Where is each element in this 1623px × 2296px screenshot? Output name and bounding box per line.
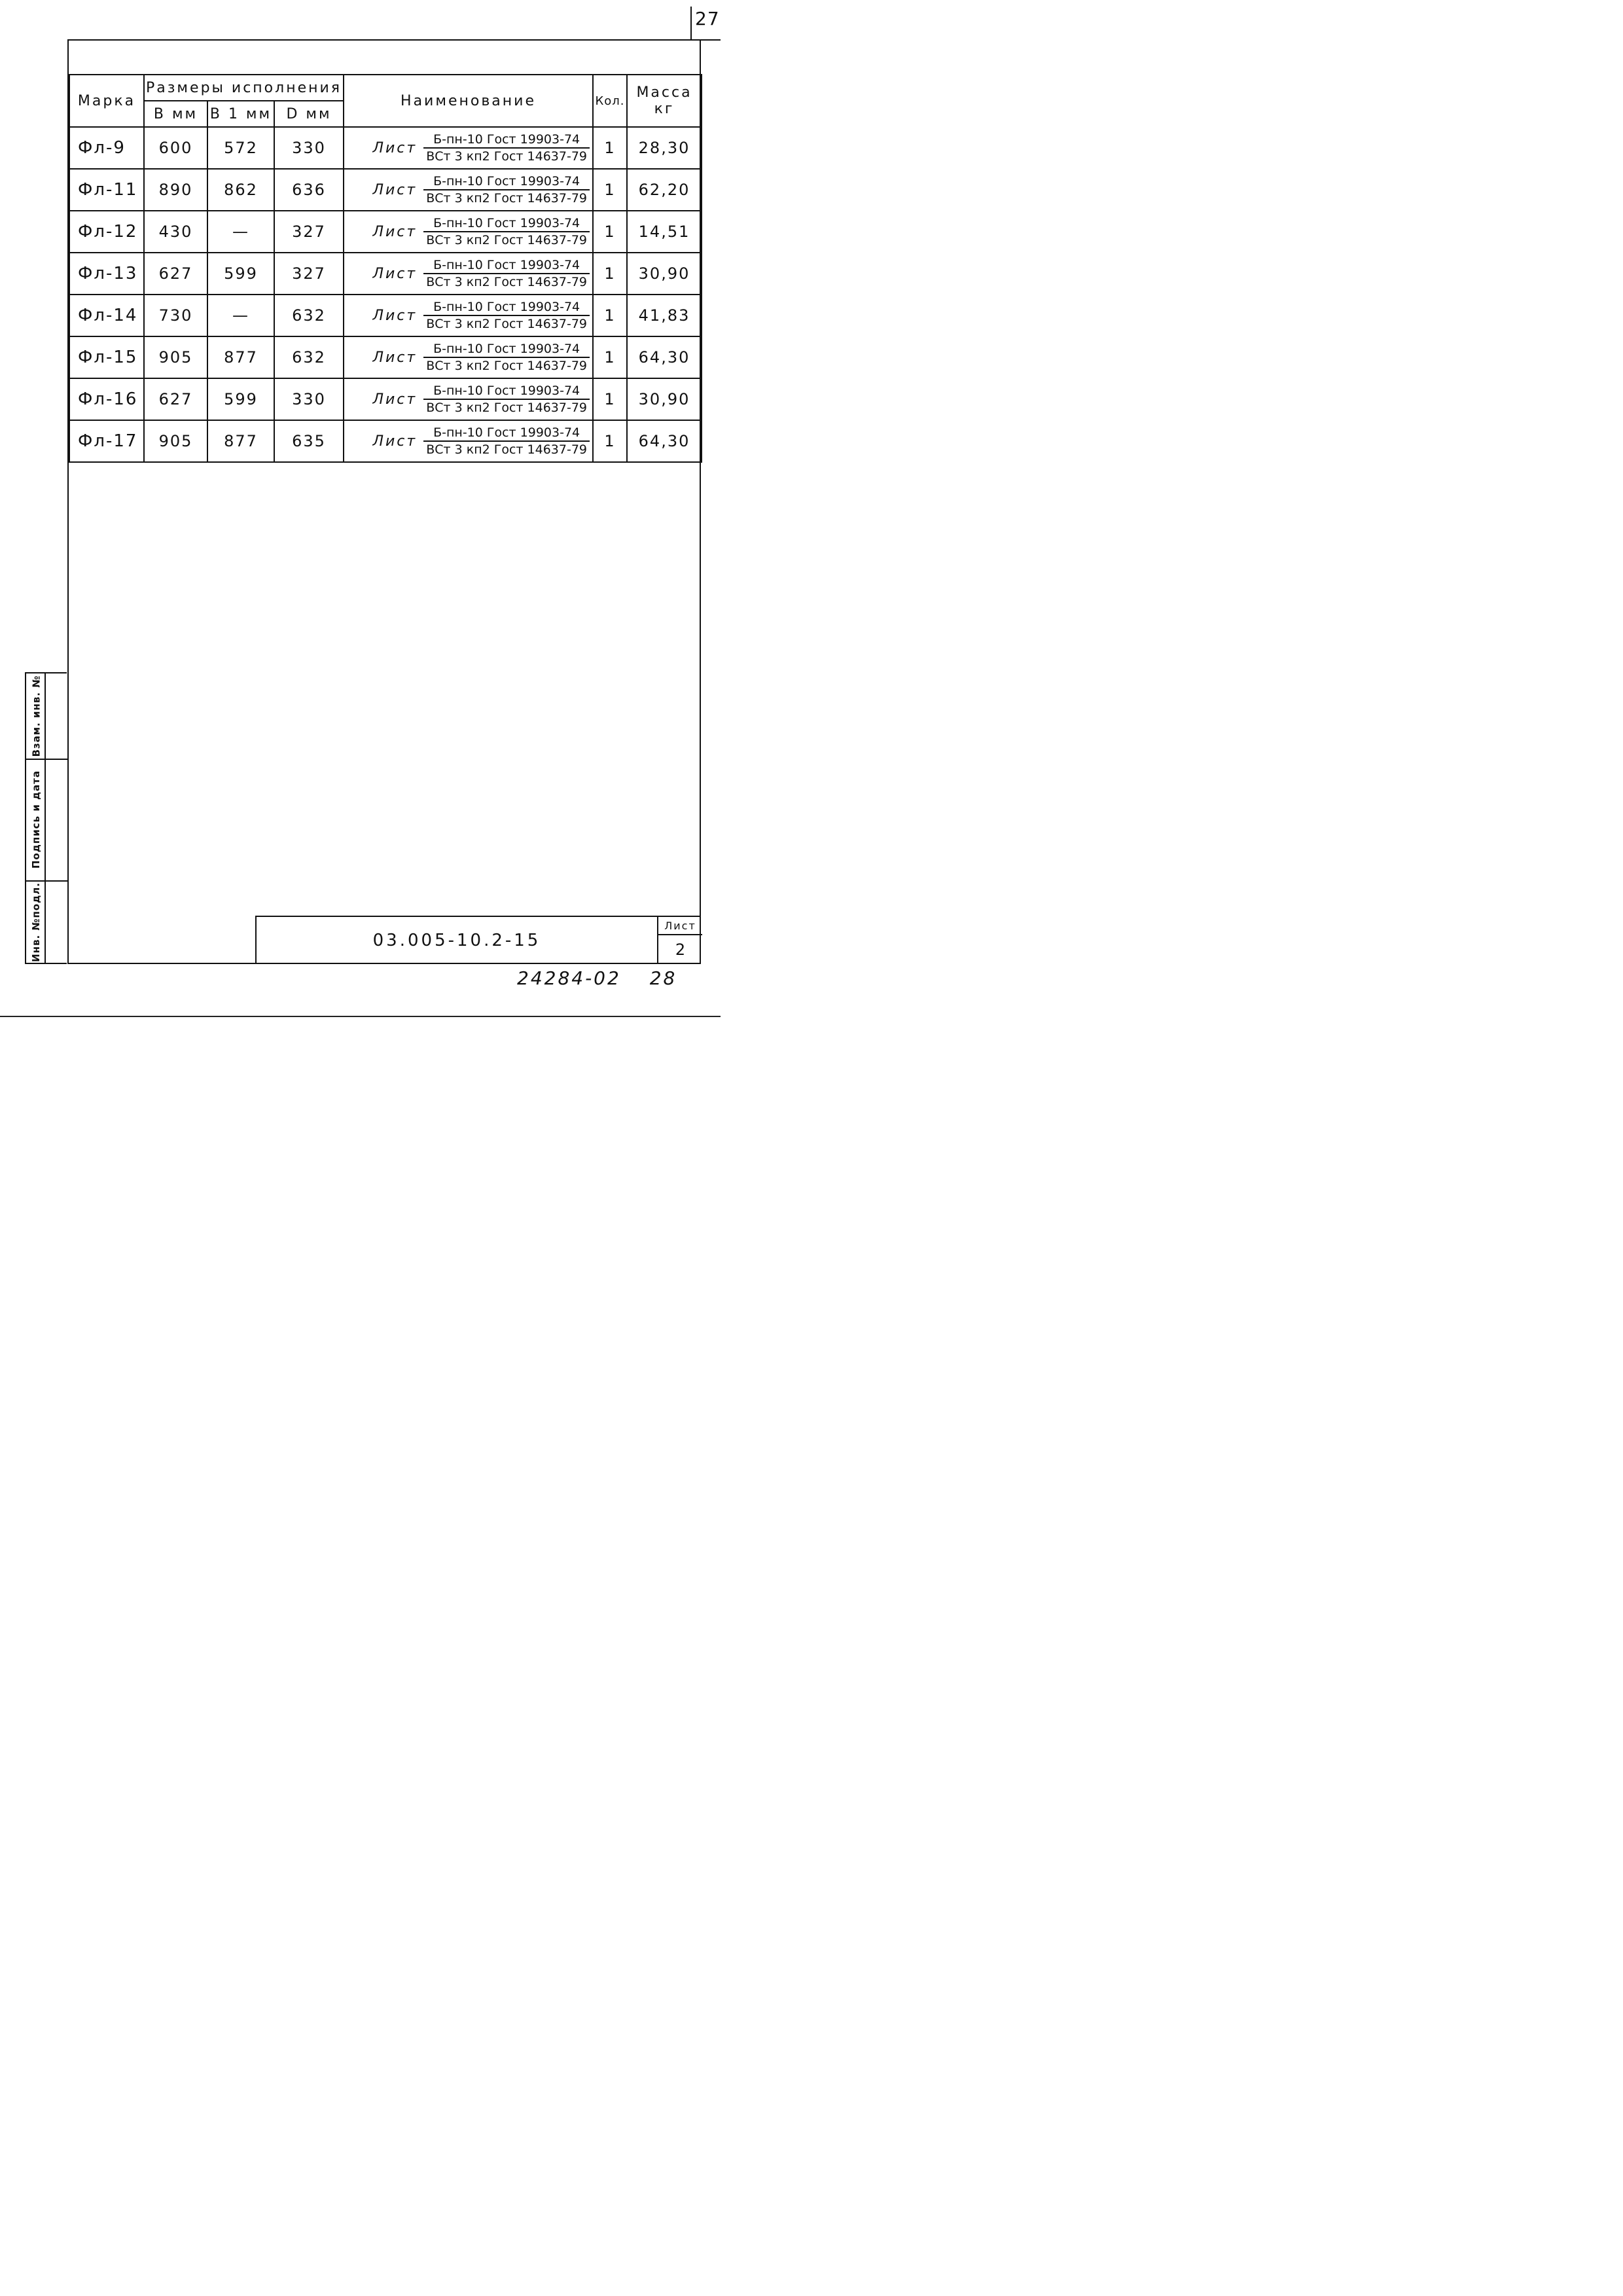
name-word: Лист — [372, 433, 418, 450]
cell-qty: 1 — [593, 295, 627, 336]
cell-b: 627 — [144, 378, 207, 420]
cell-marka: Фл-13 — [69, 253, 144, 295]
fraction-denominator: ВСт 3 кп2 Гост 14637-79 — [426, 149, 588, 164]
fraction-numerator: Б-пн-10 Гост 19903-74 — [423, 132, 590, 149]
header-mass: Масса кг — [627, 75, 702, 127]
table-row — [69, 253, 702, 295]
fraction-denominator: ВСт 3 кп2 Гост 14637-79 — [426, 401, 588, 415]
name-fraction — [423, 384, 590, 415]
fraction-numerator: Б-пн-10 Гост 19903-74 — [423, 425, 590, 442]
cell-name — [344, 253, 593, 295]
page-bottom-rule — [0, 1016, 721, 1017]
title-block — [255, 916, 701, 964]
cell-qty: 1 — [593, 169, 627, 211]
cell-name — [344, 378, 593, 420]
header-d-mm: D мм — [274, 101, 344, 127]
cell-d: 327 — [274, 211, 344, 253]
cell-b: 905 — [144, 420, 207, 462]
cell-mass: 28,30 — [627, 127, 702, 169]
cell-marka: Фл-14 — [69, 295, 144, 336]
name-fraction — [423, 216, 590, 247]
cell-marka: Фл-11 — [69, 169, 144, 211]
cell-d: 636 — [274, 169, 344, 211]
cell-mass: 14,51 — [627, 211, 702, 253]
page-number-divider — [690, 7, 692, 41]
archive-number: 24284-02 — [517, 967, 621, 989]
document-code: 03.005-10.2-15 — [372, 931, 541, 950]
fraction-numerator: Б-пн-10 Гост 19903-74 — [423, 174, 590, 190]
table-row — [69, 336, 702, 378]
name-fraction — [423, 174, 590, 206]
cell-b: 890 — [144, 169, 207, 211]
cell-qty: 1 — [593, 378, 627, 420]
cell-b1: 599 — [207, 253, 274, 295]
table-header-row — [69, 75, 702, 101]
side-stamp — [25, 672, 67, 964]
table-row — [69, 295, 702, 336]
cell-marka: Фл-16 — [69, 378, 144, 420]
table-row — [69, 378, 702, 420]
cell-name — [344, 211, 593, 253]
cell-d: 330 — [274, 127, 344, 169]
header-b-mm: B мм — [144, 101, 207, 127]
table-row — [69, 420, 702, 462]
cell-qty: 1 — [593, 253, 627, 295]
name-fraction — [423, 342, 590, 373]
archive-stamp — [517, 967, 677, 989]
header-sizes-group: Размеры исполнения — [144, 75, 344, 101]
fraction-numerator: Б-пн-10 Гост 19903-74 — [423, 258, 590, 274]
cell-b: 600 — [144, 127, 207, 169]
sheet-box — [657, 917, 702, 964]
fraction-numerator: Б-пн-10 Гост 19903-74 — [423, 216, 590, 232]
cell-d: 632 — [274, 295, 344, 336]
cell-b: 430 — [144, 211, 207, 253]
fraction-denominator: ВСт 3 кп2 Гост 14637-79 — [426, 442, 588, 457]
sheet-label: Лист — [658, 917, 702, 935]
cell-name — [344, 127, 593, 169]
cell-marka: Фл-12 — [69, 211, 144, 253]
name-fraction — [423, 258, 590, 289]
cell-mass: 41,83 — [627, 295, 702, 336]
cell-d: 330 — [274, 378, 344, 420]
header-name: Наименование — [344, 75, 593, 127]
name-word: Лист — [372, 181, 418, 198]
cell-name — [344, 336, 593, 378]
name-word: Лист — [372, 391, 418, 408]
table-row — [69, 169, 702, 211]
cell-qty: 1 — [593, 211, 627, 253]
header-qty: Кол. — [593, 75, 627, 127]
cell-b: 627 — [144, 253, 207, 295]
stamp-podpis-label: Подпись и дата — [30, 770, 43, 869]
fraction-numerator: Б-пн-10 Гост 19903-74 — [423, 342, 590, 358]
cell-b1: 877 — [207, 420, 274, 462]
cell-b1: — — [207, 211, 274, 253]
cell-marka: Фл-9 — [69, 127, 144, 169]
name-fraction — [423, 132, 590, 164]
cell-b1: 862 — [207, 169, 274, 211]
cell-d: 327 — [274, 253, 344, 295]
cell-qty: 1 — [593, 336, 627, 378]
table-row — [69, 127, 702, 169]
cell-d: 635 — [274, 420, 344, 462]
cell-name — [344, 295, 593, 336]
name-word: Лист — [372, 307, 418, 324]
fraction-denominator: ВСт 3 кп2 Гост 14637-79 — [426, 359, 588, 373]
cell-b1: 572 — [207, 127, 274, 169]
name-fraction — [423, 425, 590, 457]
name-word: Лист — [372, 349, 418, 366]
cell-b1: 877 — [207, 336, 274, 378]
cell-b: 730 — [144, 295, 207, 336]
stamp-inv-podl-label: Инв. №подл. — [30, 882, 43, 962]
fraction-numerator: Б-пн-10 Гост 19903-74 — [423, 300, 590, 316]
name-word: Лист — [372, 139, 418, 156]
name-fraction — [423, 300, 590, 331]
cell-b: 905 — [144, 336, 207, 378]
cell-marka: Фл-17 — [69, 420, 144, 462]
cell-qty: 1 — [593, 127, 627, 169]
cell-qty: 1 — [593, 420, 627, 462]
stamp-vzam-label: Взам. инв. № — [30, 675, 43, 757]
cell-mass: 30,90 — [627, 253, 702, 295]
header-b1-mm: B 1 мм — [207, 101, 274, 127]
page-number: 27 — [695, 8, 720, 29]
cell-name — [344, 169, 593, 211]
table-row — [69, 211, 702, 253]
specification-table — [69, 74, 702, 463]
fraction-denominator: ВСт 3 кп2 Гост 14637-79 — [426, 191, 588, 206]
fraction-numerator: Б-пн-10 Гост 19903-74 — [423, 384, 590, 400]
cell-marka: Фл-15 — [69, 336, 144, 378]
name-word: Лист — [372, 223, 418, 240]
cell-name — [344, 420, 593, 462]
cell-b1: — — [207, 295, 274, 336]
cell-mass: 30,90 — [627, 378, 702, 420]
fraction-denominator: ВСт 3 кп2 Гост 14637-79 — [426, 275, 588, 289]
sheet-number: 2 — [675, 941, 686, 959]
fraction-denominator: ВСт 3 кп2 Гост 14637-79 — [426, 233, 588, 247]
fraction-denominator: ВСт 3 кп2 Гост 14637-79 — [426, 317, 588, 331]
name-word: Лист — [372, 265, 418, 282]
header-marka: Марка — [69, 75, 144, 127]
archive-page: 28 — [649, 967, 677, 989]
cell-b1: 599 — [207, 378, 274, 420]
cell-mass: 62,20 — [627, 169, 702, 211]
cell-mass: 64,30 — [627, 420, 702, 462]
cell-mass: 64,30 — [627, 336, 702, 378]
cell-d: 632 — [274, 336, 344, 378]
